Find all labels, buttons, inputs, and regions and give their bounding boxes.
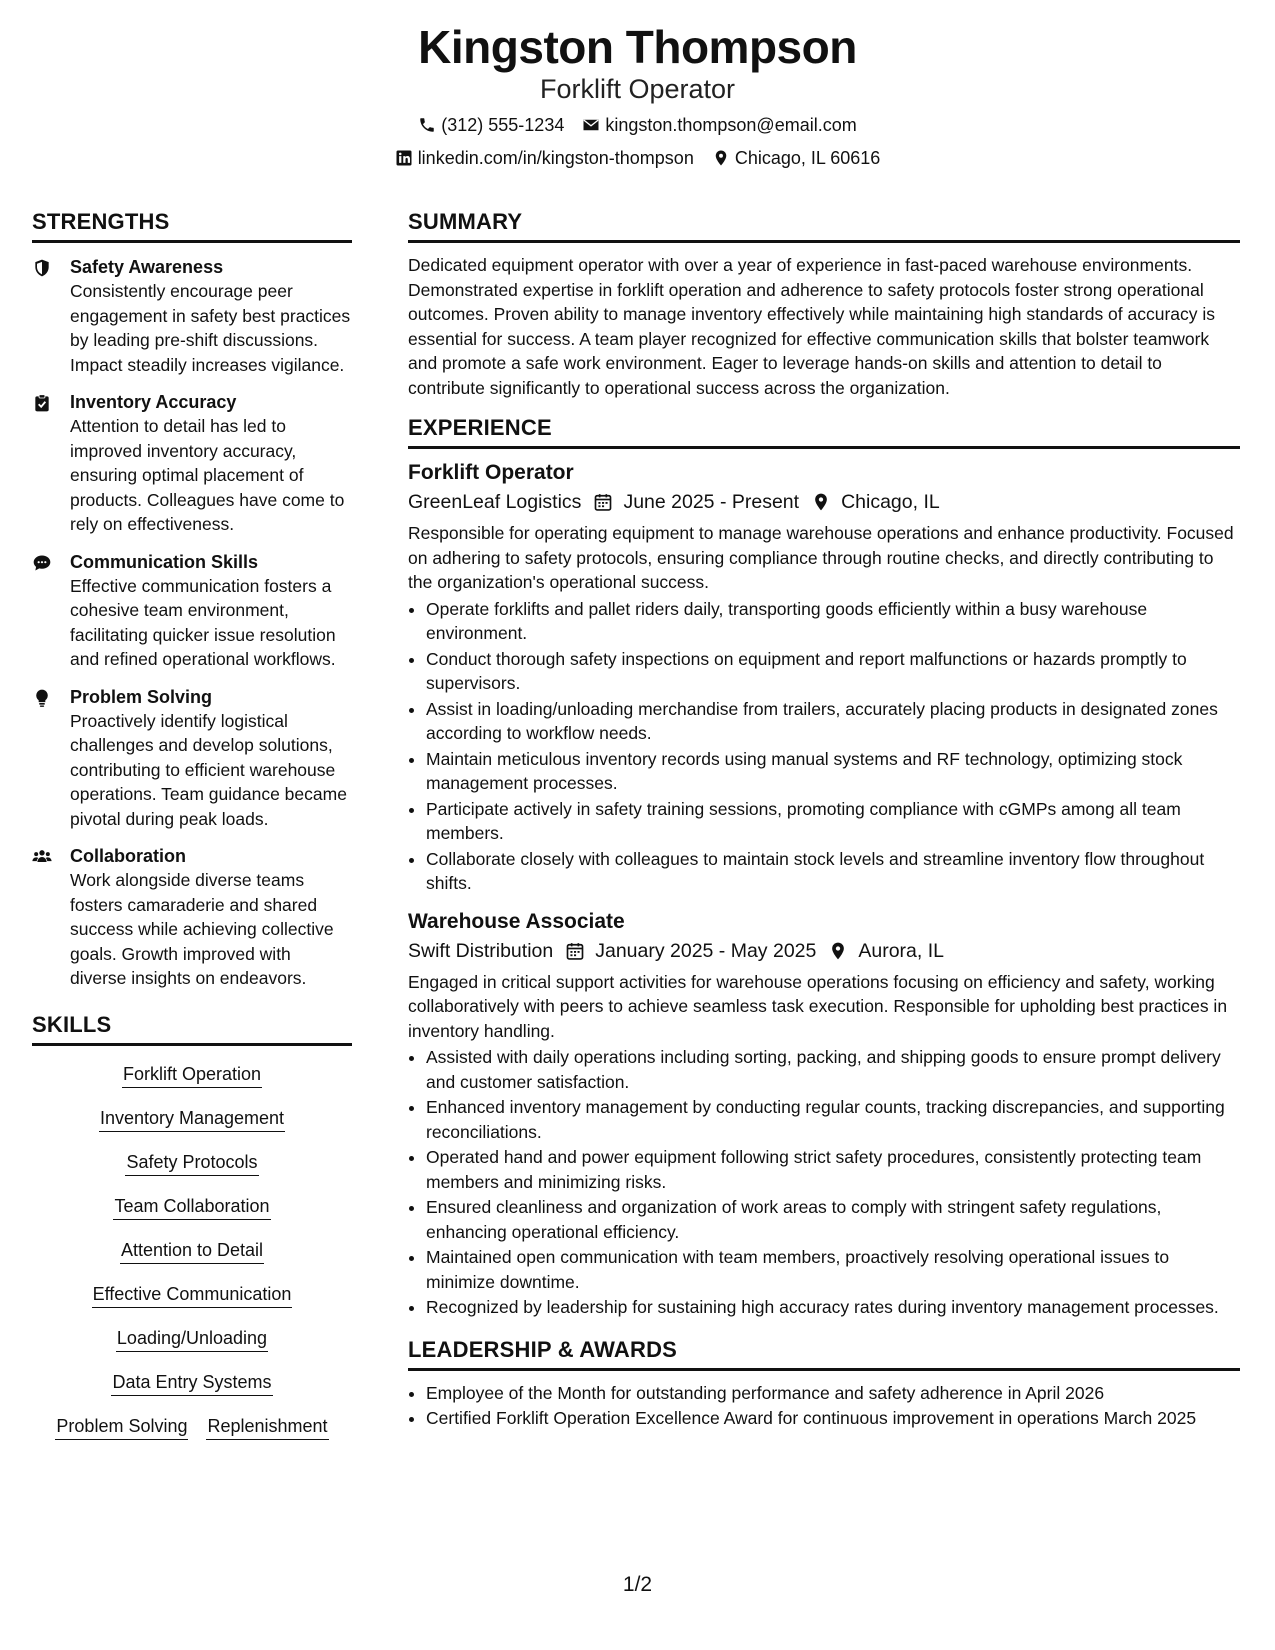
skill-tag: Attention to Detail	[120, 1238, 264, 1264]
skill-tag: Data Entry Systems	[111, 1370, 272, 1396]
contact-email	[582, 112, 856, 138]
candidate-title: Forklift Operator	[539, 74, 736, 104]
skill-tag: Replenishment	[206, 1414, 328, 1440]
job-bullet: • Maintain meticulous inventory records using manual systems and RF technology, optimizing stock management processes.	[426, 747, 1240, 796]
job-bullet: • Collaborate closely with colleagues to maintain stock levels and streamline inventory flow throughout shifts.	[426, 847, 1240, 896]
job-location: Chicago, IL	[841, 491, 940, 513]
strength-item	[32, 390, 352, 537]
job-entry	[408, 908, 1240, 1320]
skill-tag: Problem Solving	[55, 1414, 188, 1440]
strength-item	[32, 255, 352, 377]
envelope-icon	[582, 116, 600, 134]
skill-tag: Safety Protocols	[125, 1150, 258, 1176]
map-pin-icon	[811, 492, 841, 512]
skill-tag: Inventory Management	[99, 1106, 285, 1132]
phone-icon	[418, 116, 436, 134]
strengths-list	[32, 253, 352, 991]
job-location: Aurora, IL	[858, 939, 944, 962]
job-dates: June 2025 - Present	[623, 491, 800, 513]
shield-icon	[32, 255, 70, 377]
job-bullet: • Operated hand and power equipment following strict safety procedures, consistently protecting team members and minimizing risks.	[426, 1145, 1240, 1194]
strength-title: Inventory Accuracy	[70, 392, 237, 412]
email-link[interactable]: kingston.thompson@email.com	[605, 115, 857, 135]
strength-title: Safety Awareness	[70, 257, 224, 277]
map-pin-icon	[712, 149, 730, 167]
award-item: • Employee of the Month for outstanding performance and safety adherence in April 2026	[426, 1381, 1240, 1406]
clipboard-check-icon	[32, 390, 70, 537]
job-description: Responsible for operating equipment to manage warehouse operations and enhance productivity. Focused on adhering to safety protocols, ensuring compliance through routine checks, and directly contributing to the organization's operational success.	[408, 523, 1234, 592]
strength-desc: Consistently encourage peer engagement in safety best practices by leading pre-shift discussions. Impact steadily increases vigilance.	[70, 281, 351, 375]
awards-list	[408, 1381, 1240, 1431]
job-bullets	[408, 597, 1240, 896]
job-bullet: • Operate forklifts and pallet riders daily, transporting goods efficiently within a busy warehouse environment.	[426, 597, 1240, 646]
linkedin-icon	[395, 149, 413, 167]
skill-tag: Effective Communication	[92, 1282, 293, 1308]
strength-title: Problem Solving	[70, 686, 213, 707]
contact-row-2	[0, 145, 1275, 171]
map-pin-icon	[828, 941, 858, 961]
skills-list	[32, 1056, 352, 1440]
experience-heading: EXPERIENCE	[408, 414, 1240, 449]
job-title: Warehouse Associate	[408, 909, 625, 933]
strength-title: Communication Skills	[70, 551, 259, 572]
contact-linkedin	[395, 145, 694, 171]
strength-desc: Attention to detail has led to improved inventory accuracy, ensuring optimal placement of products. Colleagues have come to rely on effectiveness.	[70, 416, 345, 534]
company-name: Swift Distribution	[408, 939, 554, 962]
candidate-name: Kingston Thompson	[418, 21, 857, 73]
strength-desc: Work alongside diverse teams fosters camaraderie and shared success while achieving collective goals. Growth improved with diverse insights on endeavors.	[70, 870, 334, 988]
calendar-icon	[593, 492, 623, 512]
contact-row-1	[0, 112, 1275, 138]
job-title: Forklift Operator	[408, 461, 574, 484]
job-meta	[408, 487, 1240, 517]
job-bullet: • Enhanced inventory management by conducting regular counts, tracking discrepancies, and supporting reconciliations.	[426, 1095, 1240, 1144]
summary-text: Dedicated equipment operator with over a year of experience in fast-paced warehouse environments. Demonstrated expertise in forklift operation and adherence to safety protocols foster strong operational outcomes. Proven ability to manage inventory effectively while maintaining high standards of accuracy is essential for success. A team player recognized for effective communication skills that bolster teamwork and promote a safe work environment. Eager to leverage hands-on skills and attention to detail to contribute significantly to operational success across the organization.	[408, 255, 1216, 398]
skill-tag: Forklift Operation	[122, 1062, 262, 1088]
strength-title: Collaboration	[70, 846, 186, 866]
contact-phone	[418, 112, 564, 138]
job-bullet: • Maintained open communication with team members, proactively resolving operational issues to minimize downtime.	[426, 1245, 1240, 1294]
left-column	[32, 208, 352, 1458]
chat-bubble-icon	[32, 550, 70, 672]
people-group-icon	[32, 844, 70, 991]
strengths-heading: STRENGTHS	[32, 208, 352, 243]
skills-heading: SKILLS	[32, 1011, 352, 1046]
job-bullet: • Participate actively in safety training sessions, promoting compliance with cGMPs among all team members.	[426, 797, 1240, 846]
strength-desc: Effective communication fosters a cohesive team environment, facilitating quicker issue resolution and refined operational workflows.	[70, 575, 336, 669]
linkedin-link[interactable]: linkedin.com/in/kingston-thompson	[417, 148, 694, 168]
job-bullet: • Conduct thorough safety inspections on equipment and report malfunctions or hazards promptly to supervisors.	[426, 647, 1240, 696]
skill-tag: Loading/Unloading	[116, 1326, 268, 1352]
job-dates: January 2025 - May 2025	[595, 939, 817, 962]
phone-text: (312) 555-1234	[441, 115, 565, 135]
page-number: 1/2	[622, 1573, 653, 1596]
job-bullet: • Recognized by leadership for sustaining high accuracy rates during inventory management processes.	[426, 1295, 1240, 1320]
job-bullet: • Ensured cleanliness and organization of work areas to comply with stringent safety regulations, enhancing operational efficiency.	[426, 1195, 1240, 1244]
job-bullets	[408, 1045, 1240, 1320]
lightbulb-icon	[32, 685, 70, 832]
right-column	[408, 208, 1240, 1432]
location-text: Chicago, IL 60616	[734, 148, 881, 168]
job-bullet: • Assisted with daily operations including sorting, packing, and shipping goods to ensure prompt delivery and customer satisfaction.	[426, 1045, 1240, 1094]
strength-item	[32, 685, 352, 832]
award-item: • Certified Forklift Operation Excellence Award for continuous improvement in operations March 2025	[426, 1406, 1240, 1431]
company-name: GreenLeaf Logistics	[408, 491, 582, 513]
job-description: Engaged in critical support activities for warehouse operations focusing on efficiency and safety, working collaboratively with peers to achieve seamless task execution. Responsible for upholding best practices in inventory handling.	[408, 971, 1228, 1041]
calendar-icon	[565, 941, 595, 961]
strength-desc: Proactively identify logistical challenges and develop solutions, contributing to efficient warehouse operations. Team guidance became pivotal during peak loads.	[70, 710, 347, 829]
strength-item	[32, 550, 352, 672]
summary-heading: SUMMARY	[408, 208, 1240, 243]
job-bullet: • Assist in loading/unloading merchandise from trailers, accurately placing products in designated zones according to workflow needs.	[426, 697, 1240, 746]
strength-item	[32, 844, 352, 991]
job-meta	[408, 936, 1240, 966]
contact-location	[712, 145, 880, 171]
awards-heading: LEADERSHIP & AWARDS	[408, 1336, 1240, 1371]
job-entry	[408, 459, 1240, 896]
skill-tag: Team Collaboration	[113, 1194, 270, 1220]
